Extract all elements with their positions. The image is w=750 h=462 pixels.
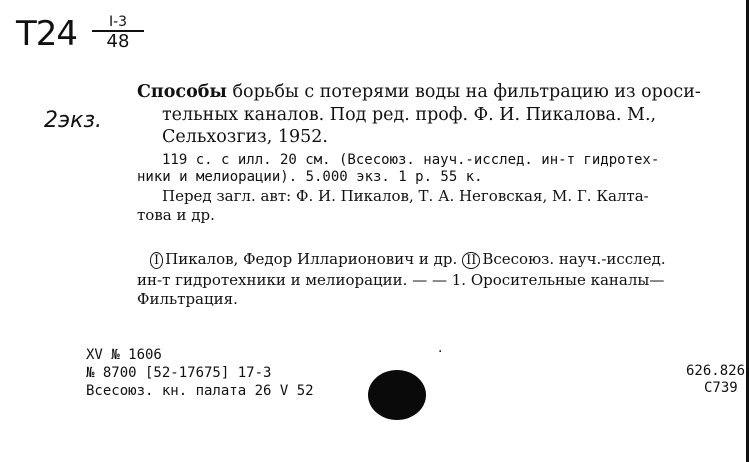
tracing-number-1: I <box>150 252 163 269</box>
tracing-line-1 <box>150 250 666 269</box>
shelf-denominator: 48 <box>106 31 130 52</box>
copies-note: 2экз. <box>44 108 103 133</box>
tracing-line-2: ин-т гидротехники и мелиорации. — — 1. Оросительные каналы— <box>137 271 665 289</box>
footer-line-2: № 8700 [52-17675] 17-3 <box>86 365 272 381</box>
shelf-mark: T24 <box>16 14 78 54</box>
shelf-numerator: I-3 <box>92 14 144 32</box>
tracing-text-1: Пикалов, Федор Илларионович и др. <box>165 250 458 268</box>
ink-speck: · <box>438 344 443 360</box>
ink-blot <box>368 370 426 420</box>
shelf-fraction <box>92 14 144 52</box>
tracing-text-2: Всесоюз. науч.-исслед. <box>482 250 666 268</box>
tracing-number-2: II <box>462 252 480 269</box>
title-first-word: Способы <box>137 82 227 102</box>
title-line-2: тельных каналов. Под ред. проф. Ф. И. Пикалова. М., <box>162 105 657 125</box>
title-line-1 <box>137 81 701 103</box>
title-rest: борьбы с потерями воды на фильтрацию из ороси- <box>226 82 701 102</box>
collation-line-1: 119 с. с илл. 20 см. (Всесоюз. науч.-исслед. ин-т гидротех- <box>162 152 660 168</box>
footer-line-3: Всесоюз. кн. палата 26 V 52 <box>86 383 314 399</box>
authors-line-2: това и др. <box>137 206 215 224</box>
classification-number: 626.826 <box>686 363 746 379</box>
footer-line-1: XV № 1606 <box>86 347 162 363</box>
card-edge <box>746 0 749 462</box>
collation-line-2: ники и мелиорации). 5.000 экз. 1 р. 55 к. <box>137 169 483 185</box>
author-mark: С739 <box>704 380 738 396</box>
title-line-3: Сельхозгиз, 1952. <box>162 127 328 147</box>
tracing-line-3: Фильтрация. <box>137 290 238 308</box>
authors-line-1: Перед загл. авт: Ф. И. Пикалов, Т. А. Неговская, М. Г. Калта- <box>162 187 649 205</box>
